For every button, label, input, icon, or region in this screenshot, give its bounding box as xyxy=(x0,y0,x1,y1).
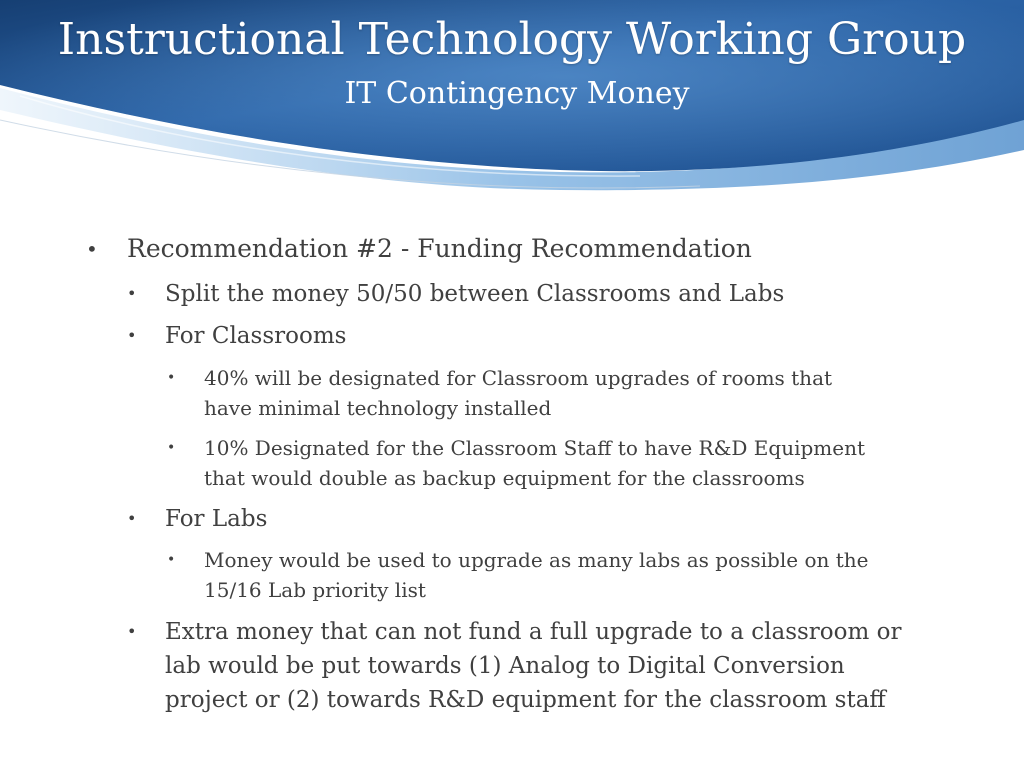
bullet-text-line: lab would be put towards (1) Analog to Digital Conversion xyxy=(165,653,845,679)
bullet-dot: • xyxy=(127,509,137,528)
bullet-text-line: 15/16 Lab priority list xyxy=(204,578,426,602)
bullet-dot: • xyxy=(167,440,176,456)
bullet-dot: • xyxy=(167,552,176,568)
slide-subtitle: IT Contingency Money xyxy=(344,76,690,111)
slide-title: Instructional Technology Working Group xyxy=(57,14,967,65)
bullet-text: For Classrooms xyxy=(165,323,347,349)
bullet-text-line: have minimal technology installed xyxy=(204,396,552,420)
bullet-text-line: 40% will be designated for Classroom upgrades of rooms that xyxy=(204,366,833,390)
bullet-text-line: project or (2) towards R&D equipment for the classroom staff xyxy=(165,687,886,713)
bullet-text: For Labs xyxy=(165,506,268,532)
bullet-dot: • xyxy=(127,284,137,303)
bullet-text: Recommendation #2 - Funding Recommendation xyxy=(127,234,752,263)
bullet-text-line: Extra money that can not fund a full upgrade to a classroom or xyxy=(165,619,902,645)
bullet-dot: • xyxy=(127,622,137,641)
bullet-dot: • xyxy=(86,237,98,261)
bullet-text-line: Money would be used to upgrade as many labs as possible on the xyxy=(204,548,869,572)
bullet-dot: • xyxy=(167,370,176,386)
bullet-dot: • xyxy=(127,326,137,345)
bullet-text-line: that would double as backup equipment for the classrooms xyxy=(204,466,805,490)
bullet-text: Split the money 50/50 between Classrooms and Labs xyxy=(165,281,785,307)
bullet-text-line: 10% Designated for the Classroom Staff to have R&D Equipment xyxy=(204,436,865,460)
